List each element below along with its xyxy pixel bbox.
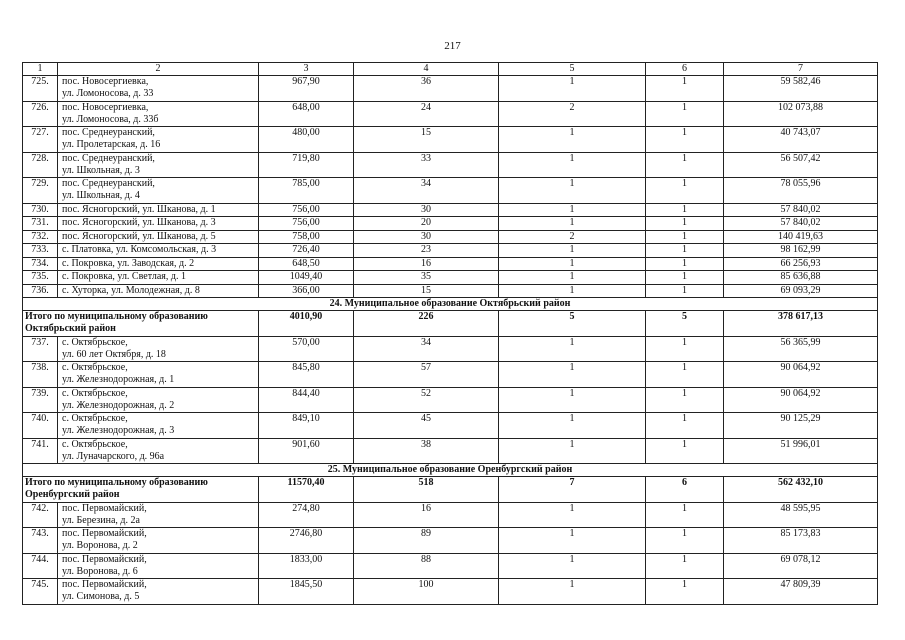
value-c6: 1 <box>646 217 724 231</box>
address-line: ул. Ломоносова, д. 33 <box>62 88 154 99</box>
value-c6: 1 <box>646 438 724 464</box>
address-line: ул. Воронова, д. 2 <box>62 540 138 551</box>
row-number: 734. <box>23 257 58 271</box>
address-line: с. Хуторка, ул. Молодежная, д. 8 <box>62 284 200 296</box>
address-line: пос. Ясногорский, ул. Шканова, д. 3 <box>62 217 216 228</box>
value-c5: 1 <box>499 271 646 285</box>
address <box>58 127 259 153</box>
address <box>58 579 259 605</box>
row-number: 738. <box>23 362 58 388</box>
total-c5: 7 <box>499 477 646 503</box>
total-c4: 226 <box>354 311 499 337</box>
column-header: 2 <box>58 63 259 76</box>
address <box>58 387 259 413</box>
value-c3: 967,90 <box>259 76 354 102</box>
value-c5: 1 <box>499 152 646 178</box>
value-c5: 1 <box>499 284 646 298</box>
value-c3: 1833,00 <box>259 553 354 579</box>
value-c6: 1 <box>646 387 724 413</box>
row-number: 726. <box>23 101 58 127</box>
value-c4: 100 <box>354 579 499 605</box>
value-c3: 849,10 <box>259 413 354 439</box>
address-line: пос. Ясногорский, ул. Шканова, д. 1 <box>62 203 216 215</box>
row-number: 725. <box>23 76 58 102</box>
value-c4: 35 <box>354 271 499 285</box>
value-c5: 1 <box>499 438 646 464</box>
column-header: 4 <box>354 63 499 76</box>
table-row <box>23 553 878 579</box>
total-c6: 6 <box>646 477 724 503</box>
value-c6: 1 <box>646 244 724 258</box>
address <box>58 553 259 579</box>
row-number: 744. <box>23 553 58 579</box>
value-c6: 1 <box>646 203 724 217</box>
value-c6: 1 <box>646 553 724 579</box>
value-c5: 1 <box>499 178 646 204</box>
address-line: пос. Первомайский, <box>62 502 147 514</box>
value-c5: 1 <box>499 387 646 413</box>
column-header: 7 <box>724 63 878 76</box>
table-header-row <box>23 63 878 76</box>
value-c5: 1 <box>499 257 646 271</box>
value-c4: 16 <box>354 257 499 271</box>
row-number: 729. <box>23 178 58 204</box>
value-c6: 1 <box>646 257 724 271</box>
address-line: пос. Среднеуранский, <box>62 178 155 189</box>
value-c3: 1049,40 <box>259 271 354 285</box>
value-c7: 48 595,95 <box>724 502 878 528</box>
address-line: ул. Луначарского, д. 96а <box>62 450 165 462</box>
value-c6: 1 <box>646 413 724 439</box>
row-number: 737. <box>23 336 58 362</box>
row-number: 742. <box>23 502 58 528</box>
address-line: ул. 60 лет Октября, д. 18 <box>62 348 166 360</box>
address-line: Октябрьский район <box>25 323 116 334</box>
address-line: пос. Среднеуранский, <box>62 152 155 164</box>
value-c4: 23 <box>354 244 499 258</box>
table-row <box>23 178 878 204</box>
address <box>58 101 259 127</box>
address-line: пос. Первомайский, <box>62 553 147 565</box>
value-c7: 57 840,02 <box>724 203 878 217</box>
address-line: пос. Ясногорский, ул. Шканова, д. 5 <box>62 230 216 242</box>
value-c7: 85 173,83 <box>724 528 878 554</box>
table-row <box>23 362 878 388</box>
value-c5: 1 <box>499 413 646 439</box>
value-c4: 57 <box>354 362 499 388</box>
table-row <box>23 528 878 554</box>
value-c3: 785,00 <box>259 178 354 204</box>
address <box>58 178 259 204</box>
value-c3: 758,00 <box>259 230 354 244</box>
address <box>58 257 259 271</box>
value-c6: 1 <box>646 178 724 204</box>
value-c6: 1 <box>646 127 724 153</box>
address <box>58 271 259 285</box>
table-row <box>23 579 878 605</box>
address-line: с. Октябрьское, <box>62 362 128 373</box>
address-line: пос. Первомайский, <box>62 528 147 539</box>
value-c6: 1 <box>646 271 724 285</box>
column-header: 3 <box>259 63 354 76</box>
address-line: пос. Среднеуранский, <box>62 127 155 138</box>
value-c6: 1 <box>646 528 724 554</box>
row-number: 740. <box>23 413 58 439</box>
address-line: ул. Симонова, д. 5 <box>62 591 140 602</box>
total-c4: 518 <box>354 477 499 503</box>
address-line: ул. Железнодорожная, д. 3 <box>62 425 175 436</box>
table-row <box>23 76 878 102</box>
value-c5: 1 <box>499 76 646 102</box>
address-line: с. Платовка, ул. Комсомольская, д. 3 <box>62 244 217 255</box>
table-row <box>23 152 878 178</box>
row-number: 730. <box>23 203 58 217</box>
section-title: 24. Муниципальное образование Октябрьский район <box>23 298 878 311</box>
section-heading-row <box>23 464 878 477</box>
value-c4: 34 <box>354 178 499 204</box>
row-number: 727. <box>23 127 58 153</box>
value-c7: 57 840,02 <box>724 217 878 231</box>
value-c5: 1 <box>499 203 646 217</box>
value-c7: 56 365,99 <box>724 336 878 362</box>
section-title: 25. Муниципальное образование Оренбургский район <box>23 464 878 477</box>
address-line: ул. Железнодорожная, д. 1 <box>62 374 175 385</box>
value-c3: 570,00 <box>259 336 354 362</box>
column-header: 1 <box>23 63 58 76</box>
address-line: Оренбургский район <box>25 489 120 500</box>
table-row <box>23 127 878 153</box>
table-row <box>23 271 878 285</box>
value-c5: 1 <box>499 553 646 579</box>
row-number: 736. <box>23 284 58 298</box>
table-row <box>23 217 878 231</box>
table-row <box>23 203 878 217</box>
address-line: ул. Воронова, д. 6 <box>62 565 138 577</box>
table-row <box>23 413 878 439</box>
value-c7: 90 125,29 <box>724 413 878 439</box>
address <box>58 336 259 362</box>
value-c7: 69 093,29 <box>724 284 878 298</box>
value-c4: 16 <box>354 502 499 528</box>
address-line: с. Октябрьское, <box>62 387 128 399</box>
value-c5: 1 <box>499 362 646 388</box>
row-number: 745. <box>23 579 58 605</box>
total-row <box>23 477 878 503</box>
section-heading-row <box>23 298 878 311</box>
value-c3: 274,80 <box>259 502 354 528</box>
value-c3: 845,80 <box>259 362 354 388</box>
row-number: 741. <box>23 438 58 464</box>
table-row <box>23 336 878 362</box>
value-c3: 756,00 <box>259 203 354 217</box>
value-c7: 90 064,92 <box>724 387 878 413</box>
value-c7: 78 055,96 <box>724 178 878 204</box>
page-number: 217 <box>444 40 461 52</box>
address <box>58 203 259 217</box>
value-c5: 1 <box>499 502 646 528</box>
value-c4: 30 <box>354 203 499 217</box>
value-c7: 56 507,42 <box>724 152 878 178</box>
address-line: Итого по муниципальному образованию <box>25 311 208 322</box>
value-c7: 85 636,88 <box>724 271 878 285</box>
total-label <box>23 311 259 337</box>
table-row <box>23 244 878 258</box>
value-c3: 719,80 <box>259 152 354 178</box>
value-c7: 51 996,01 <box>724 438 878 464</box>
address <box>58 244 259 258</box>
value-c7: 102 073,88 <box>724 101 878 127</box>
value-c3: 480,00 <box>259 127 354 153</box>
value-c3: 648,50 <box>259 257 354 271</box>
value-c6: 1 <box>646 579 724 605</box>
column-header: 5 <box>499 63 646 76</box>
value-c5: 1 <box>499 336 646 362</box>
value-c7: 69 078,12 <box>724 553 878 579</box>
address-line: ул. Березина, д. 2а <box>62 514 140 526</box>
housing-table <box>22 62 878 605</box>
value-c6: 1 <box>646 502 724 528</box>
address-line: с. Покровка, ул. Светлая, д. 1 <box>62 271 186 282</box>
total-row <box>23 311 878 337</box>
value-c6: 1 <box>646 230 724 244</box>
value-c6: 1 <box>646 336 724 362</box>
value-c5: 2 <box>499 230 646 244</box>
table-row <box>23 438 878 464</box>
value-c7: 90 064,92 <box>724 362 878 388</box>
value-c6: 1 <box>646 101 724 127</box>
row-number: 731. <box>23 217 58 231</box>
value-c5: 1 <box>499 127 646 153</box>
row-number: 732. <box>23 230 58 244</box>
value-c4: 52 <box>354 387 499 413</box>
value-c3: 756,00 <box>259 217 354 231</box>
total-label <box>23 477 259 503</box>
address-line: пос. Первомайский, <box>62 579 147 590</box>
value-c4: 24 <box>354 101 499 127</box>
row-number: 739. <box>23 387 58 413</box>
value-c7: 47 809,39 <box>724 579 878 605</box>
value-c6: 1 <box>646 76 724 102</box>
value-c7: 59 582,46 <box>724 76 878 102</box>
value-c3: 2746,80 <box>259 528 354 554</box>
value-c4: 15 <box>354 284 499 298</box>
address <box>58 152 259 178</box>
value-c7: 98 162,99 <box>724 244 878 258</box>
value-c5: 1 <box>499 528 646 554</box>
value-c3: 726,40 <box>259 244 354 258</box>
address <box>58 217 259 231</box>
address <box>58 413 259 439</box>
value-c6: 1 <box>646 362 724 388</box>
table-row <box>23 257 878 271</box>
row-number: 733. <box>23 244 58 258</box>
address-line: с. Октябрьское, <box>62 438 128 450</box>
value-c3: 901,60 <box>259 438 354 464</box>
address <box>58 438 259 464</box>
address <box>58 362 259 388</box>
total-c3: 4010,90 <box>259 311 354 337</box>
address-line: с. Октябрьское, <box>62 336 128 348</box>
total-c3: 11570,40 <box>259 477 354 503</box>
value-c7: 66 256,93 <box>724 257 878 271</box>
value-c5: 1 <box>499 244 646 258</box>
address-line: ул. Железнодорожная, д. 2 <box>62 399 175 411</box>
address-line: ул. Пролетарская, д. 16 <box>62 139 161 150</box>
table-row <box>23 502 878 528</box>
value-c3: 366,00 <box>259 284 354 298</box>
value-c7: 40 743,07 <box>724 127 878 153</box>
address-line: пос. Новосергиевка, <box>62 76 149 87</box>
address <box>58 230 259 244</box>
value-c5: 1 <box>499 579 646 605</box>
value-c4: 33 <box>354 152 499 178</box>
address-line: с. Покровка, ул. Заводская, д. 2 <box>62 257 195 269</box>
address <box>58 502 259 528</box>
table-row <box>23 101 878 127</box>
total-c7: 562 432,10 <box>724 477 878 503</box>
value-c4: 15 <box>354 127 499 153</box>
value-c4: 20 <box>354 217 499 231</box>
table-row <box>23 230 878 244</box>
value-c7: 140 419,63 <box>724 230 878 244</box>
row-number: 743. <box>23 528 58 554</box>
value-c4: 34 <box>354 336 499 362</box>
address-line: с. Октябрьское, <box>62 413 128 424</box>
column-header: 6 <box>646 63 724 76</box>
table-row <box>23 284 878 298</box>
address <box>58 528 259 554</box>
total-c5: 5 <box>499 311 646 337</box>
value-c5: 2 <box>499 101 646 127</box>
address <box>58 284 259 298</box>
total-c7: 378 617,13 <box>724 311 878 337</box>
value-c4: 36 <box>354 76 499 102</box>
total-c6: 5 <box>646 311 724 337</box>
row-number: 735. <box>23 271 58 285</box>
address-line: пос. Новосергиевка, <box>62 101 149 113</box>
value-c4: 88 <box>354 553 499 579</box>
value-c3: 648,00 <box>259 101 354 127</box>
row-number: 728. <box>23 152 58 178</box>
value-c3: 1845,50 <box>259 579 354 605</box>
address-line: ул. Школьная, д. 3 <box>62 164 140 176</box>
value-c6: 1 <box>646 284 724 298</box>
value-c4: 89 <box>354 528 499 554</box>
address-line: Итого по муниципальному образованию <box>25 477 208 488</box>
value-c4: 45 <box>354 413 499 439</box>
value-c6: 1 <box>646 152 724 178</box>
value-c3: 844,40 <box>259 387 354 413</box>
address <box>58 76 259 102</box>
table-row <box>23 387 878 413</box>
value-c4: 30 <box>354 230 499 244</box>
value-c4: 38 <box>354 438 499 464</box>
address-line: ул. Школьная, д. 4 <box>62 190 140 201</box>
address-line: ул. Ломоносова, д. 33б <box>62 113 159 125</box>
value-c5: 1 <box>499 217 646 231</box>
